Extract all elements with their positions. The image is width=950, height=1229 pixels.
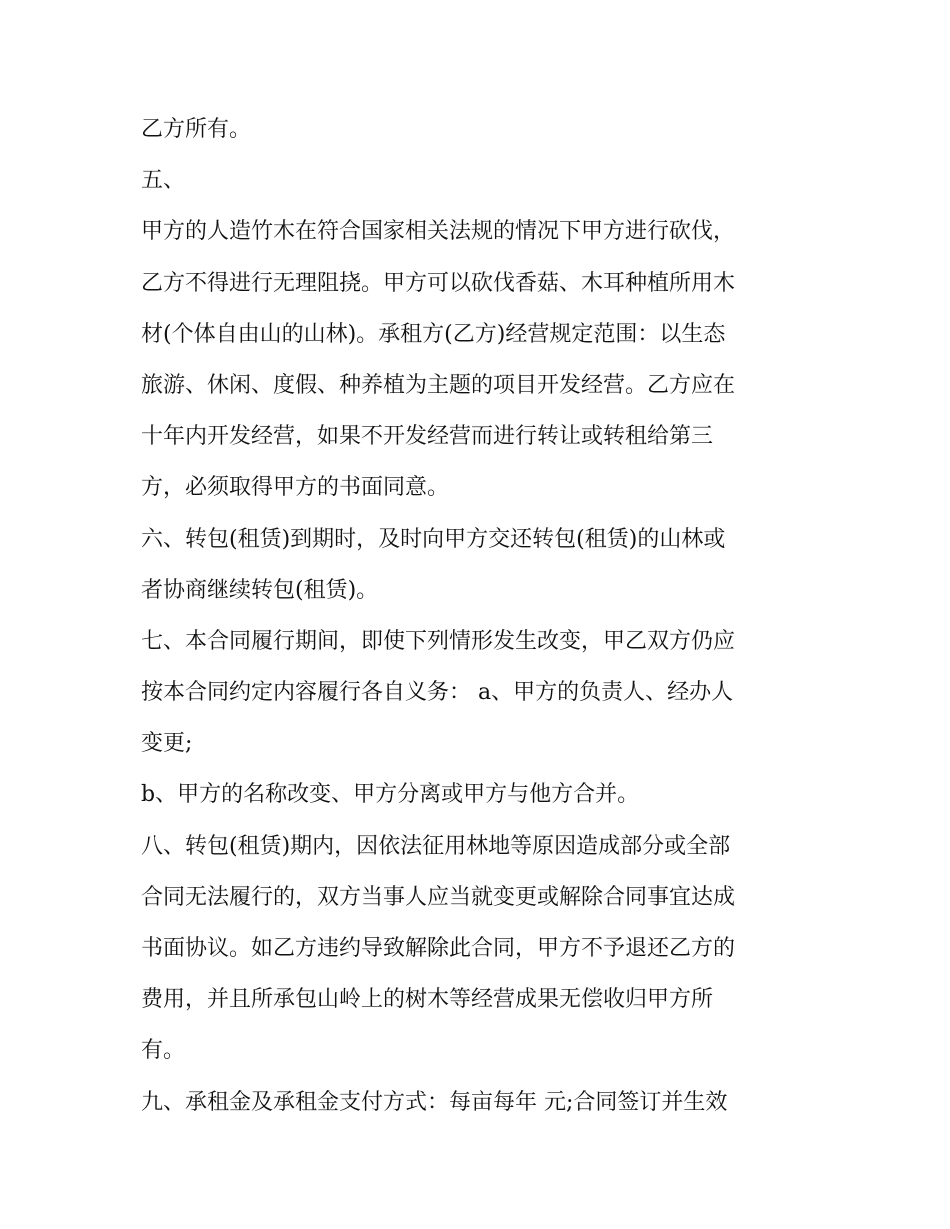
text-line: 乙方所有。 bbox=[141, 117, 252, 142]
text-line: 九、承租金及承租金支付方式：每亩每年 元;合同签订并生效 bbox=[141, 1089, 728, 1115]
text-line: 七、本合同履行期间，即使下列情形发生改变，甲乙双方仍应 bbox=[141, 628, 736, 654]
text-line: 乙方不得进行无理阻挠。甲方可以砍伐香菇、木耳种植所用木 bbox=[141, 270, 736, 296]
text-line: 书面协议。如乙方违约导致解除此合同，甲方不予退还乙方的 bbox=[141, 936, 736, 961]
text-line: 甲方的人造竹木在符合国家相关法规的情况下甲方进行砍伐， bbox=[141, 219, 736, 245]
text-line: 十年内开发经营，如果不开发经营而进行转让或转租给第三 bbox=[141, 424, 714, 450]
text-line: 合同无法履行的，双方当事人应当就变更或解除合同事宜达成 bbox=[141, 884, 736, 910]
text-line: b、甲方的名称改变、甲方分离或甲方与他方合并。 bbox=[141, 782, 640, 808]
text-line: 旅游、休闲、度假、种养植为主题的项目开发经营。乙方应在 bbox=[141, 372, 736, 398]
text-line: 费用，并且所承包山岭上的树木等经营成果无偿收归甲方所 bbox=[141, 987, 714, 1013]
text-line: 材(个体自由山的山林)。承租方(乙方)经营规定范围：以生态 bbox=[141, 321, 726, 347]
contract-text-body bbox=[141, 104, 813, 1128]
text-line: 方，必须取得甲方的书面同意。 bbox=[141, 475, 450, 501]
text-line: 变更; bbox=[141, 731, 193, 757]
section-heading: 五、 bbox=[141, 168, 186, 194]
text-line: 六、转包(租赁)到期时，及时向甲方交还转包(租赁)的山林或 bbox=[141, 526, 726, 552]
text-line: 八、转包(租赁)期内，因依法征用林地等原因造成部分或全部 bbox=[141, 833, 731, 859]
text-line: 者协商继续转包(租赁)。 bbox=[141, 577, 379, 603]
text-line: 按本合同约定内容履行各自义务： a、甲方的负责人、经办人 bbox=[141, 680, 734, 706]
text-line: 有。 bbox=[141, 1038, 186, 1064]
